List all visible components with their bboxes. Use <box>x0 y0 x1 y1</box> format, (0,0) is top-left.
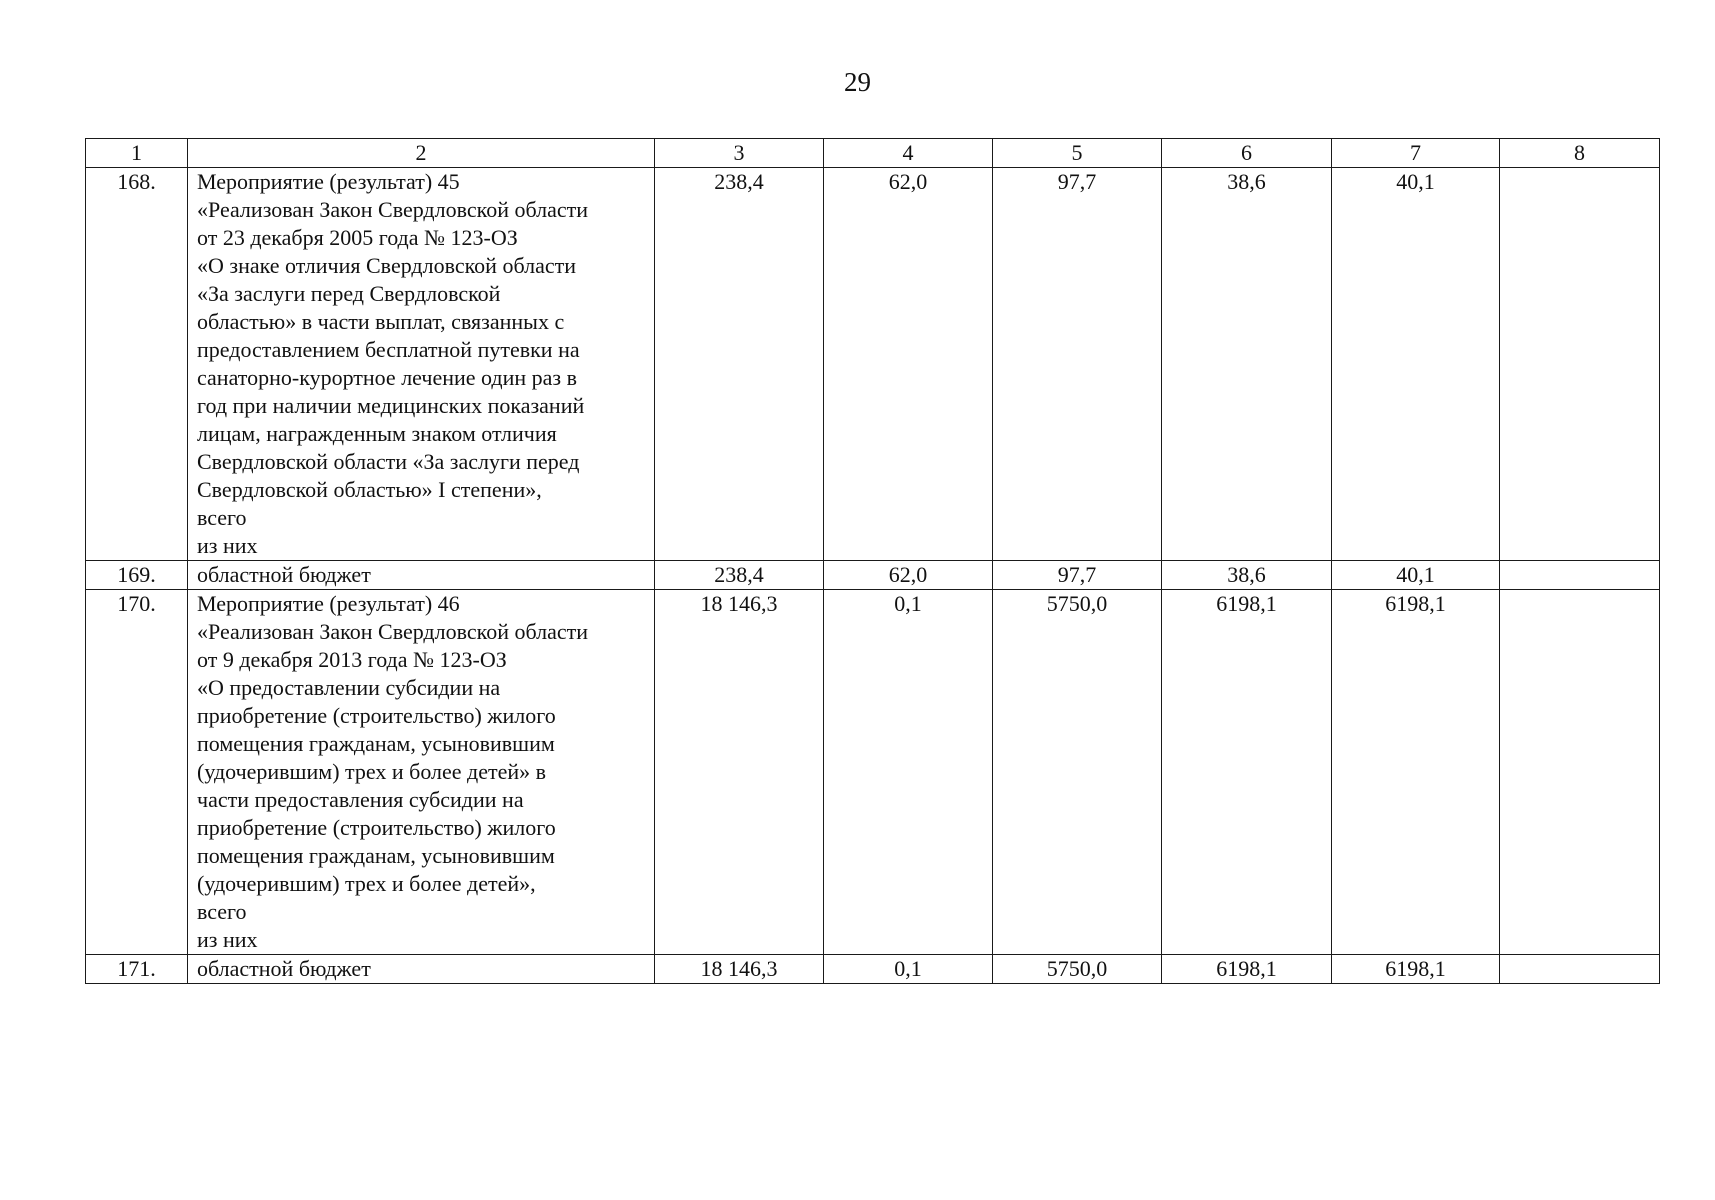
description-line: санаторно-курортное лечение один раз в <box>197 365 577 390</box>
description-line: Свердловской областью» I степени», <box>197 477 542 502</box>
description-line: областью» в части выплат, связанных с <box>197 309 565 334</box>
description-line: помещения гражданам, усыновившим <box>197 843 555 868</box>
value-cell: 18 146,3 <box>655 955 824 984</box>
column-header: 4 <box>824 139 993 168</box>
description-line: «Реализован Закон Свердловской области <box>197 197 589 222</box>
description-line: «О знаке отличия Свердловской области <box>197 253 576 278</box>
description-line: всего <box>197 505 247 530</box>
column-header: 6 <box>1162 139 1332 168</box>
page-number: 29 <box>844 67 871 97</box>
value-cell <box>1500 955 1660 984</box>
description-line: областной бюджет <box>197 956 371 981</box>
description-line: из них <box>197 533 258 558</box>
table-row <box>86 955 1660 984</box>
value-cell: 238,4 <box>655 561 824 590</box>
value-cell <box>1500 561 1660 590</box>
description-line: приобретение (строительство) жилого <box>197 815 556 840</box>
value-cell: 238,4 <box>655 168 824 561</box>
value-cell: 5750,0 <box>993 955 1162 984</box>
value-cell: 97,7 <box>993 561 1162 590</box>
value-cell: 62,0 <box>824 168 993 561</box>
description-line: «Реализован Закон Свердловской области <box>197 619 589 644</box>
description-line: из них <box>197 927 258 952</box>
description-line: лицам, награжденным знаком отличия <box>197 421 557 446</box>
row-number: 169. <box>86 561 188 590</box>
value-cell: 38,6 <box>1162 168 1332 561</box>
row-description <box>188 168 655 561</box>
value-cell: 6198,1 <box>1332 955 1500 984</box>
row-number: 168. <box>86 168 188 561</box>
value-cell: 6198,1 <box>1162 590 1332 955</box>
value-cell: 0,1 <box>824 590 993 955</box>
table-row <box>86 168 1660 561</box>
value-cell: 6198,1 <box>1162 955 1332 984</box>
value-cell: 6198,1 <box>1332 590 1500 955</box>
description-line: Свердловской области «За заслуги перед <box>197 449 580 474</box>
row-number: 171. <box>86 955 188 984</box>
column-header: 3 <box>655 139 824 168</box>
description-line: от 9 декабря 2013 года № 123-ОЗ <box>197 647 507 672</box>
description-line: «За заслуги перед Свердловской <box>197 281 501 306</box>
description-line: Мероприятие (результат) 45 <box>197 169 460 194</box>
description-line: (удочерившим) трех и более детей» в <box>197 759 547 784</box>
column-header: 7 <box>1332 139 1500 168</box>
description-line: (удочерившим) трех и более детей», <box>197 871 536 896</box>
value-cell: 97,7 <box>993 168 1162 561</box>
value-cell: 38,6 <box>1162 561 1332 590</box>
value-cell: 40,1 <box>1332 168 1500 561</box>
row-description <box>188 561 655 590</box>
description-line: помещения гражданам, усыновившим <box>197 731 555 756</box>
value-cell <box>1500 590 1660 955</box>
table-row <box>86 561 1660 590</box>
description-line: год при наличии медицинских показаний <box>197 393 585 418</box>
description-line: приобретение (строительство) жилого <box>197 703 556 728</box>
row-description <box>188 590 655 955</box>
row-number: 170. <box>86 590 188 955</box>
row-description <box>188 955 655 984</box>
description-line: части предоставления субсидии на <box>197 787 524 812</box>
value-cell: 62,0 <box>824 561 993 590</box>
value-cell: 0,1 <box>824 955 993 984</box>
description-line: предоставлением бесплатной путевки на <box>197 337 580 362</box>
description-line: «О предоставлении субсидии на <box>197 675 501 700</box>
description-line: всего <box>197 899 247 924</box>
budget-table <box>85 138 1660 984</box>
description-line: Мероприятие (результат) 46 <box>197 591 460 616</box>
value-cell: 40,1 <box>1332 561 1500 590</box>
table-row <box>86 590 1660 955</box>
description-line: от 23 декабря 2005 года № 123-ОЗ <box>197 225 518 250</box>
value-cell <box>1500 168 1660 561</box>
column-header: 8 <box>1500 139 1660 168</box>
value-cell: 5750,0 <box>993 590 1162 955</box>
column-header: 1 <box>86 139 188 168</box>
value-cell: 18 146,3 <box>655 590 824 955</box>
column-header: 2 <box>188 139 655 168</box>
table-header-row <box>86 139 1660 168</box>
column-header: 5 <box>993 139 1162 168</box>
description-line: областной бюджет <box>197 562 371 587</box>
